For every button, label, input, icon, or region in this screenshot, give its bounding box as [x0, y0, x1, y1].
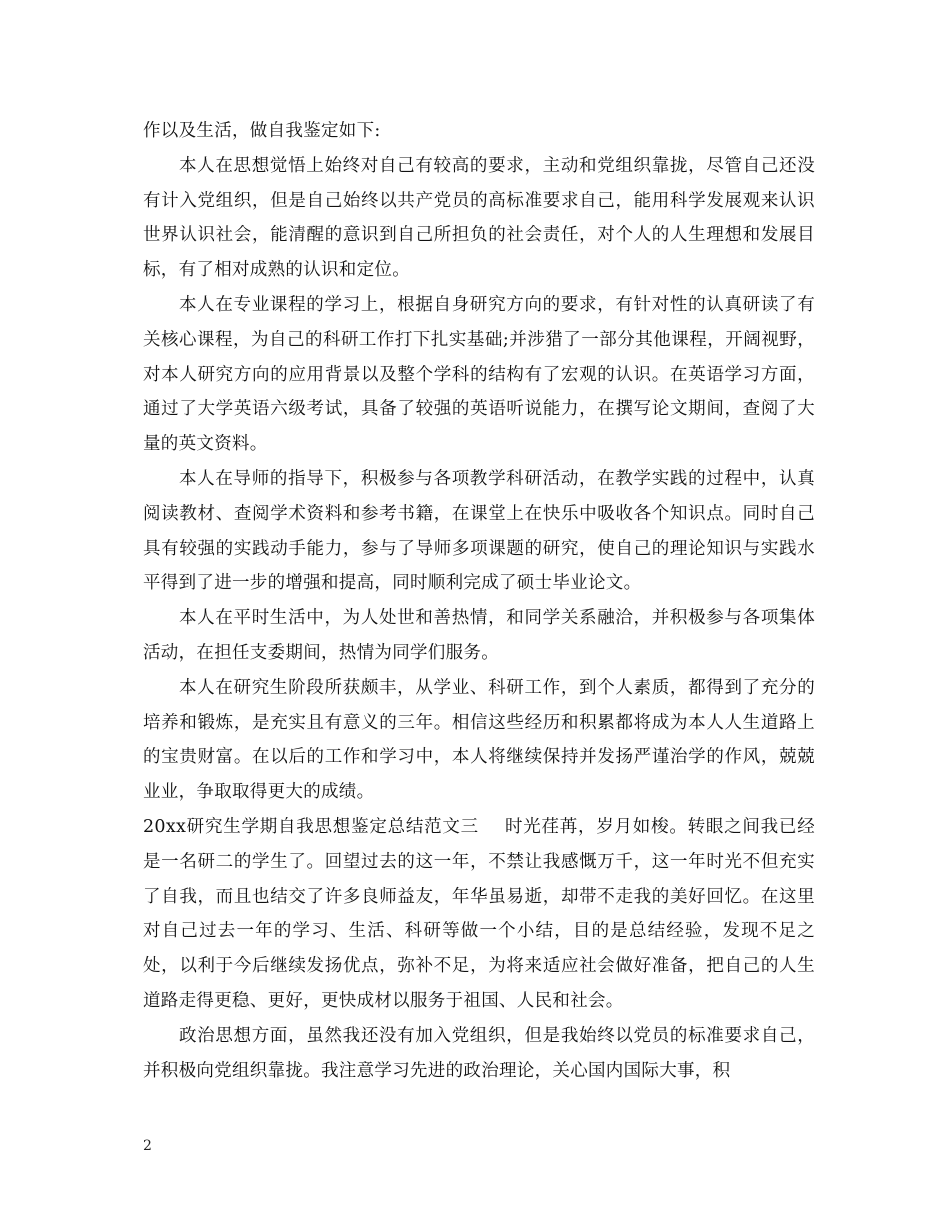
paragraph-coursework: 本人在专业课程的学习上，根据自身研究方向的要求，有针对性的认真研读了有关核心课程，为自己的科研工作打下扎实基础;并涉猎了一部分其他课程，开阔视野，对本人研究方向的应用背景以及整个学科的结构有了宏观的认识。在英语学习方面，通过了大学英语六级考试，具备了较强的英语听说能力，在撰写论文期间，查阅了大量的英文资料。	[143, 294, 815, 455]
paragraph-life: 本人在平时生活中，为人处世和善热情，和同学关系融洽，并积极参与各项集体活动，在担任支委期间，热情为同学们服务。	[143, 608, 815, 663]
section-three-body: 时光荏苒，岁月如梭。转眼之间我已经是一名研二的学生了。回望过去的这一年，不禁让我感慨万千，这一年时光不但充实了自我，而且也结交了许多良师益友，年华虽易逝，却带不走我的美好回忆。在这里对自己过去一年的学习、生活、科研等做一个小结，目的是总结经验，发现不足之处，以利于今后继续发扬优点，弥补不足，为将来适应社会做好准备，把自己的人生道路走得更稳、更好，更快成材以服务于祖国、人民和社会。	[143, 816, 815, 1011]
paragraph-politics: 政治思想方面，虽然我还没有加入党组织，但是我始终以党员的标准要求自己，并积极向党组织靠拢。我注意学习先进的政治理论，关心国内国际大事，积	[143, 1025, 815, 1081]
paragraph-ideology: 本人在思想觉悟上始终对自己有较高的要求，主动和党组织靠拢，尽管自己还没有计入党组织，但是自己始终以共产党员的高标准要求自己，能用科学发展观来认识世界认识社会，能清醒的意识到自己所担负的社会责任，对个人的人生理想和发展目标，有了相对成熟的认识和定位。	[143, 155, 815, 281]
paragraph-continuation: 作以及生活，做自我鉴定如下:	[143, 121, 381, 141]
paragraph-summary: 本人在研究生阶段所获颇丰，从学业、科研工作，到个人素质，都得到了充分的培养和锻炼，是充实且有意义的三年。相信这些经历和积累都将成为本人人生道路上的宝贵财富。在以后的工作和学习中，本人将继续保持并发扬严谨治学的作风，兢兢业业，争取取得更大的成绩。	[143, 677, 815, 803]
paragraph-section-three	[143, 810, 815, 1019]
page-number: 2	[143, 1138, 152, 1154]
paragraph-research: 本人在导师的指导下，积极参与各项教学科研活动，在教学实践的过程中，认真阅读教材、查阅学术资料和参考书籍，在课堂上在快乐中吸收各个知识点。同时自己具有较强的实践动手能力，参与了导师多项课题的研究，使自己的理论知识与实践水平得到了进一步的增强和提高，同时顺利完成了硕士毕业论文。	[143, 468, 815, 594]
section-heading: 20xx研究生学期自我思想鉴定总结范文三	[143, 816, 479, 837]
document-body	[143, 114, 815, 1088]
